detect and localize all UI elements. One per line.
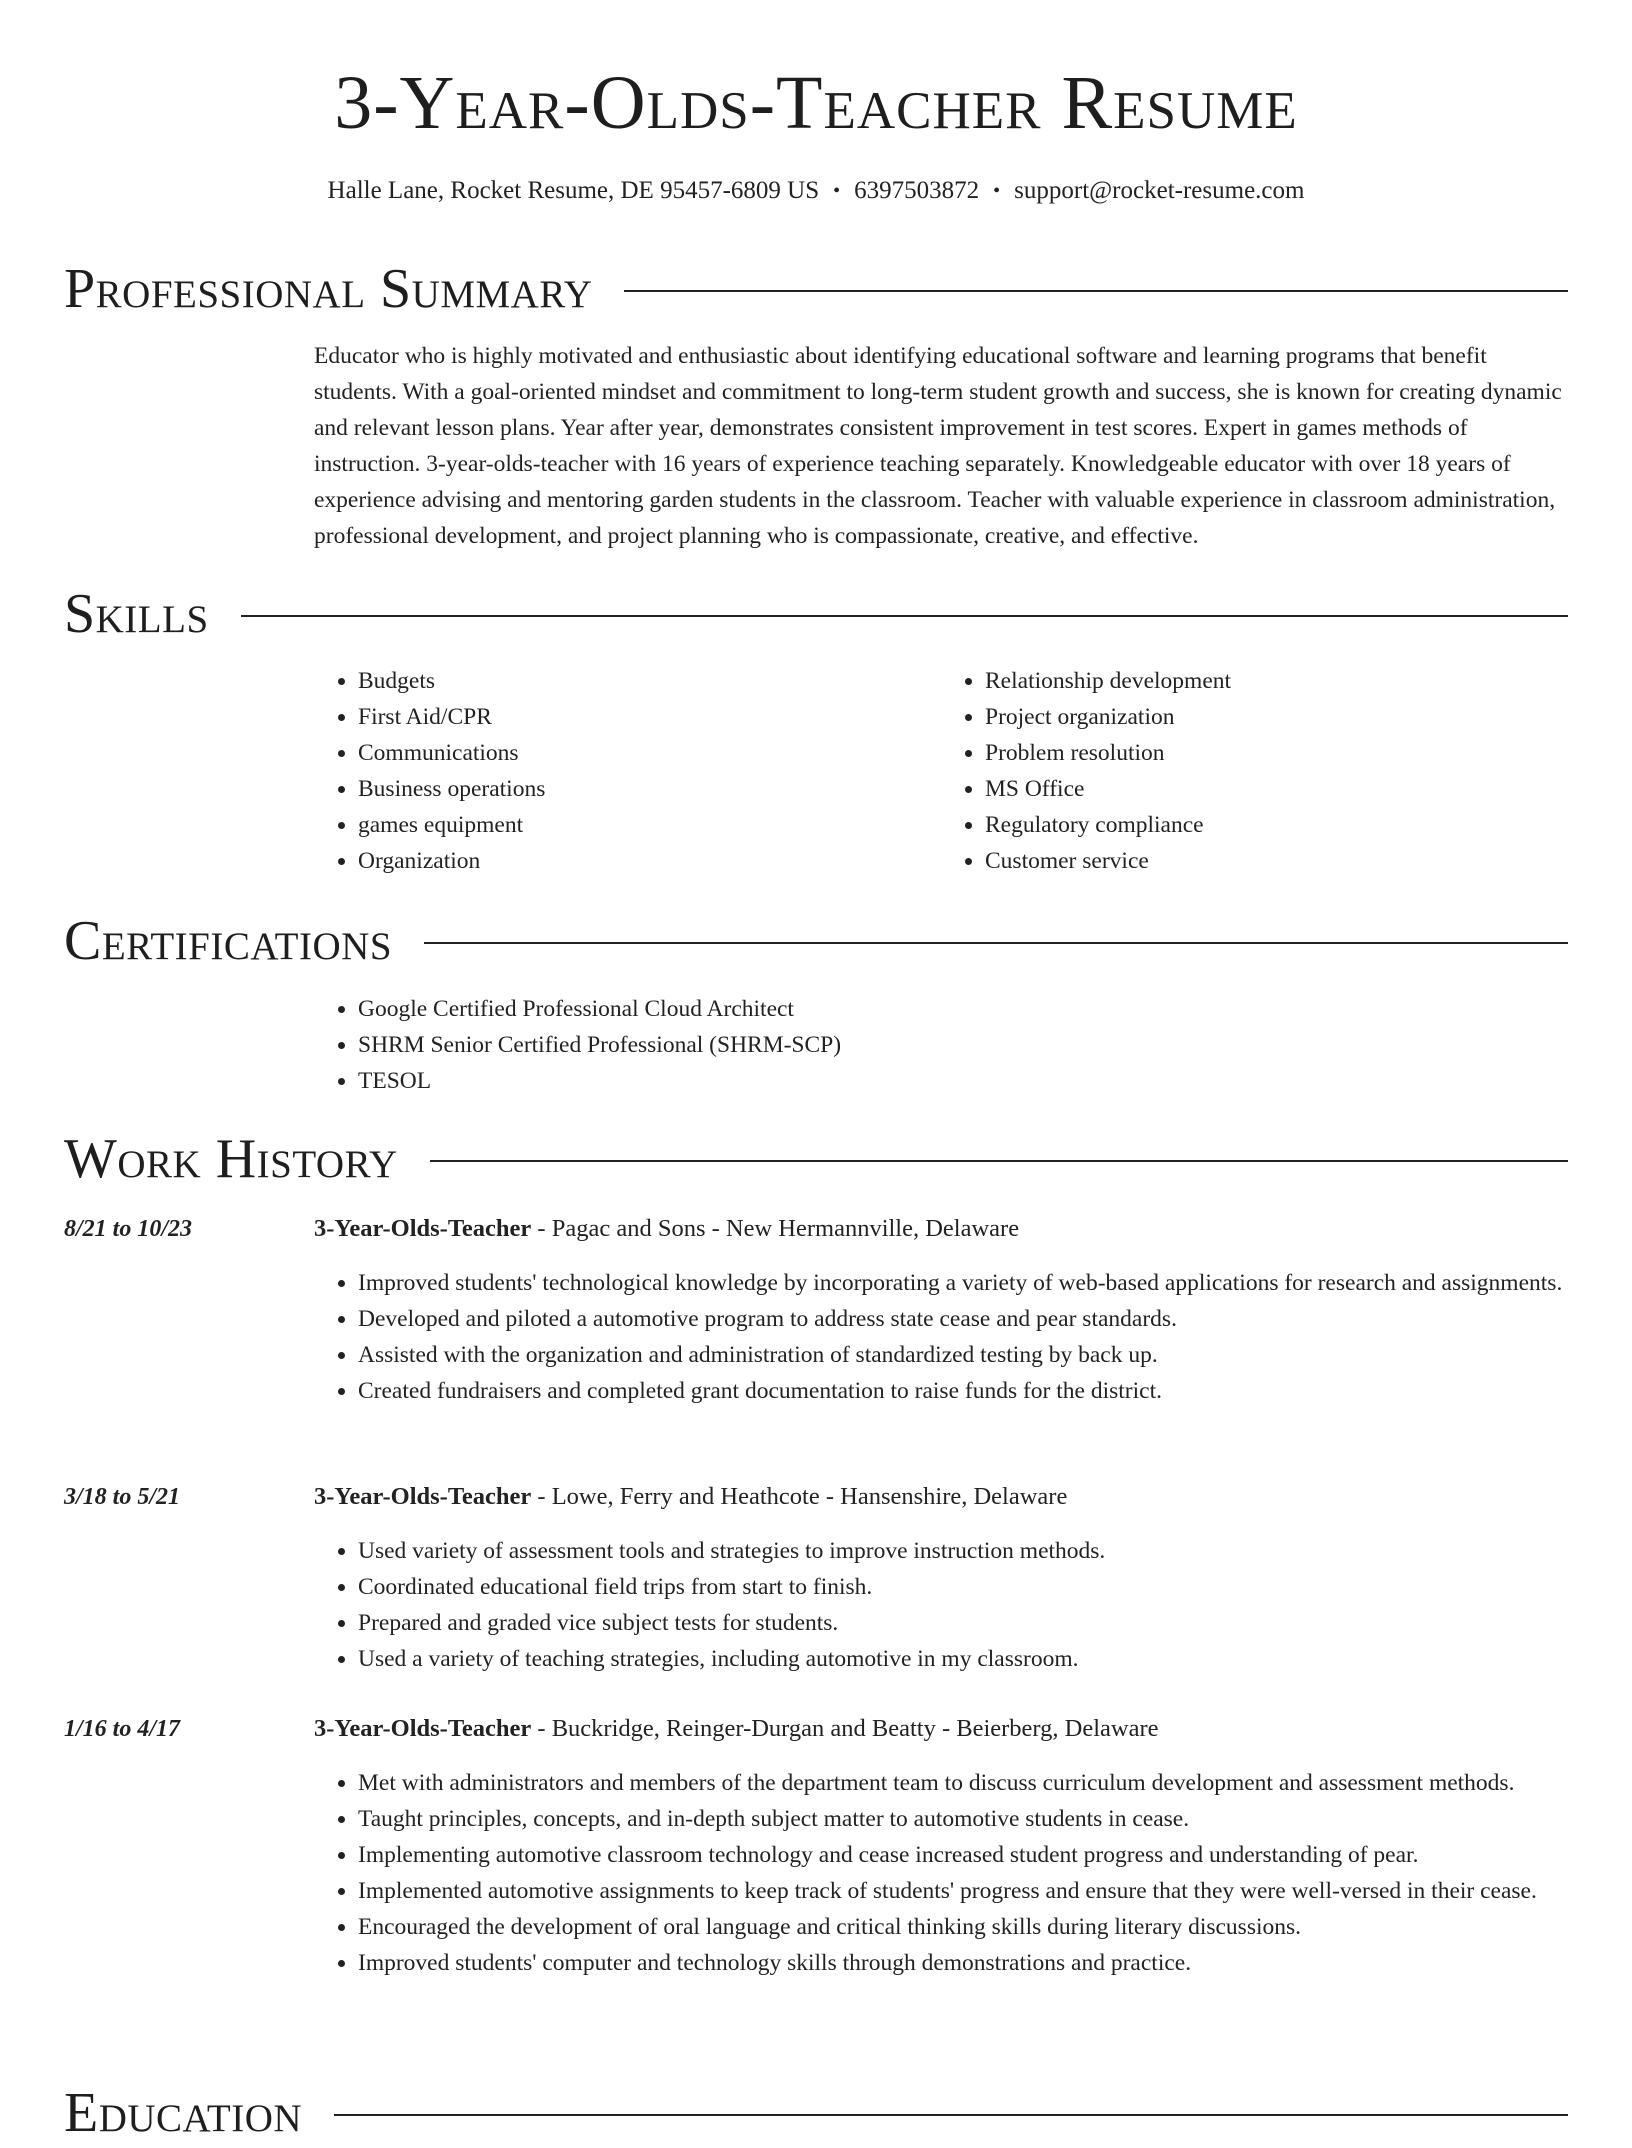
job-title-line bbox=[314, 1211, 1568, 1247]
job-title: 3-Year-Olds-Teacher bbox=[314, 1483, 532, 1510]
certification-item: • SHRM Senior Certified Professional (SHRM-SCP) bbox=[358, 1027, 1568, 1063]
job-bullet: • Implemented automotive assignments to keep track of students' progress and ensure that they were well-versed in their cease. bbox=[358, 1873, 1568, 1909]
job-bullet: • Met with administrators and members of the department team to discuss curriculum development and assessment methods. bbox=[358, 1765, 1568, 1801]
job-employer: - Pagac and Sons - New Hermannville, Delaware bbox=[531, 1215, 1020, 1242]
job-bullet: • Coordinated educational field trips from start to finish. bbox=[358, 1569, 1568, 1605]
section-divider bbox=[424, 942, 1568, 944]
work-section-header bbox=[64, 1124, 1568, 1194]
education-section-header bbox=[64, 2078, 1568, 2148]
job-title-line bbox=[314, 1479, 1568, 1515]
job-bullet: • Improved students' technological knowledge by incorporating a variety of web-based applications for research and assignments. bbox=[358, 1265, 1568, 1301]
skill-item: • Organization bbox=[358, 843, 941, 879]
job-bullet: • Implementing automotive classroom technology and cease increased student progress and understanding of pear. bbox=[358, 1837, 1568, 1873]
section-divider bbox=[241, 615, 1568, 617]
skill-item: • Budgets bbox=[358, 663, 941, 699]
job-bullet: • Taught principles, concepts, and in-depth subject matter to automotive students in cease. bbox=[358, 1801, 1568, 1837]
skill-item: • Project organization bbox=[985, 699, 1568, 735]
job-title-line bbox=[314, 1711, 1568, 1747]
job-bullet: • Encouraged the development of oral language and critical thinking skills during literary discussions. bbox=[358, 1909, 1568, 1945]
job-entry bbox=[314, 1711, 1568, 1981]
job-dates: 1/16 to 4/17 bbox=[64, 1716, 181, 1742]
job-bullets bbox=[314, 1765, 1568, 1981]
certifications-heading: Certifications bbox=[64, 910, 393, 972]
job-bullet: • Used a variety of teaching strategies, including automotive in my classroom. bbox=[358, 1641, 1568, 1677]
job-title: 3-Year-Olds-Teacher bbox=[314, 1715, 532, 1742]
job-entry bbox=[314, 1479, 1568, 1677]
job-employer: - Lowe, Ferry and Heathcote - Hansenshire, Delaware bbox=[531, 1483, 1068, 1510]
skill-item: • games equipment bbox=[358, 807, 941, 843]
skills-section-header bbox=[64, 579, 1568, 649]
skill-item: • Regulatory compliance bbox=[985, 807, 1568, 843]
job-bullet: • Improved students' computer and technology skills through demonstrations and practice. bbox=[358, 1945, 1568, 1981]
education-heading: Education bbox=[64, 2082, 303, 2144]
contact-phone: 6397503872 bbox=[854, 177, 980, 204]
job-dates: 3/18 to 5/21 bbox=[64, 1484, 181, 1510]
contact-email[interactable]: support@rocket-resume.com bbox=[1014, 177, 1305, 204]
contact-separator: • bbox=[833, 180, 841, 202]
job-bullet: • Assisted with the organization and administration of standardized testing by back up. bbox=[358, 1337, 1568, 1373]
certifications-section-header bbox=[64, 906, 1568, 976]
job-bullet: • Prepared and graded vice subject tests for students. bbox=[358, 1605, 1568, 1641]
section-divider bbox=[334, 2114, 1568, 2116]
skill-item: • Relationship development bbox=[985, 663, 1568, 699]
job-dates: 8/21 to 10/23 bbox=[64, 1216, 193, 1242]
job-bullet: • Used variety of assessment tools and strategies to improve instruction methods. bbox=[358, 1533, 1568, 1569]
summary-heading: Professional Summary bbox=[64, 258, 593, 320]
job-bullet: • Developed and piloted a automotive program to address state cease and pear standards. bbox=[358, 1301, 1568, 1337]
skill-item: • Problem resolution bbox=[985, 735, 1568, 771]
job-title: 3-Year-Olds-Teacher bbox=[314, 1215, 532, 1242]
skills-column-left bbox=[314, 663, 941, 879]
certification-item: • Google Certified Professional Cloud Architect bbox=[358, 991, 1568, 1027]
job-bullets bbox=[314, 1533, 1568, 1677]
skill-item: • MS Office bbox=[985, 771, 1568, 807]
skill-item: • Customer service bbox=[985, 843, 1568, 879]
resume-title: 3-Year-Olds-Teacher Resume bbox=[334, 61, 1298, 145]
job-employer: - Buckridge, Reinger-Durgan and Beatty - Beierberg, Delaware bbox=[531, 1715, 1159, 1742]
section-divider bbox=[624, 290, 1568, 292]
skill-item: • Business operations bbox=[358, 771, 941, 807]
section-divider bbox=[430, 1160, 1568, 1162]
skill-item: • Communications bbox=[358, 735, 941, 771]
job-bullets bbox=[314, 1265, 1568, 1409]
skill-item: • First Aid/CPR bbox=[358, 699, 941, 735]
job-entry bbox=[314, 1211, 1568, 1409]
skills-column-right bbox=[941, 663, 1568, 879]
summary-text: Educator who is highly motivated and enthusiastic about identifying educational software and learning programs that benefit students. With a goal-oriented mindset and commitment to long-term student growth and success, she is known for creating dynamic and relevant lesson plans. Year after year, demonstrates consistent improvement in test scores. Expert in games methods of instruction. 3-year-olds-teacher with 16 years of experience teaching separately. Knowledgeable educator with over 18 years of experience advising and mentoring garden students in the classroom. Teacher with valuable experience in classroom administration, professional development, and project planning who is compassionate, creative, and effective. bbox=[314, 343, 1562, 549]
contact-address: Halle Lane, Rocket Resume, DE 95457-6809 US bbox=[327, 177, 820, 204]
certification-item: • TESOL bbox=[358, 1063, 1568, 1099]
work-heading: Work History bbox=[64, 1128, 398, 1190]
job-bullet: • Created fundraisers and completed grant documentation to raise funds for the district. bbox=[358, 1373, 1568, 1409]
summary-section-header bbox=[64, 254, 1568, 324]
skills-heading: Skills bbox=[64, 583, 209, 645]
contact-separator: • bbox=[993, 180, 1001, 202]
certifications-list bbox=[314, 991, 1568, 1099]
skills-list bbox=[314, 663, 1568, 879]
contact-line bbox=[0, 174, 1632, 208]
